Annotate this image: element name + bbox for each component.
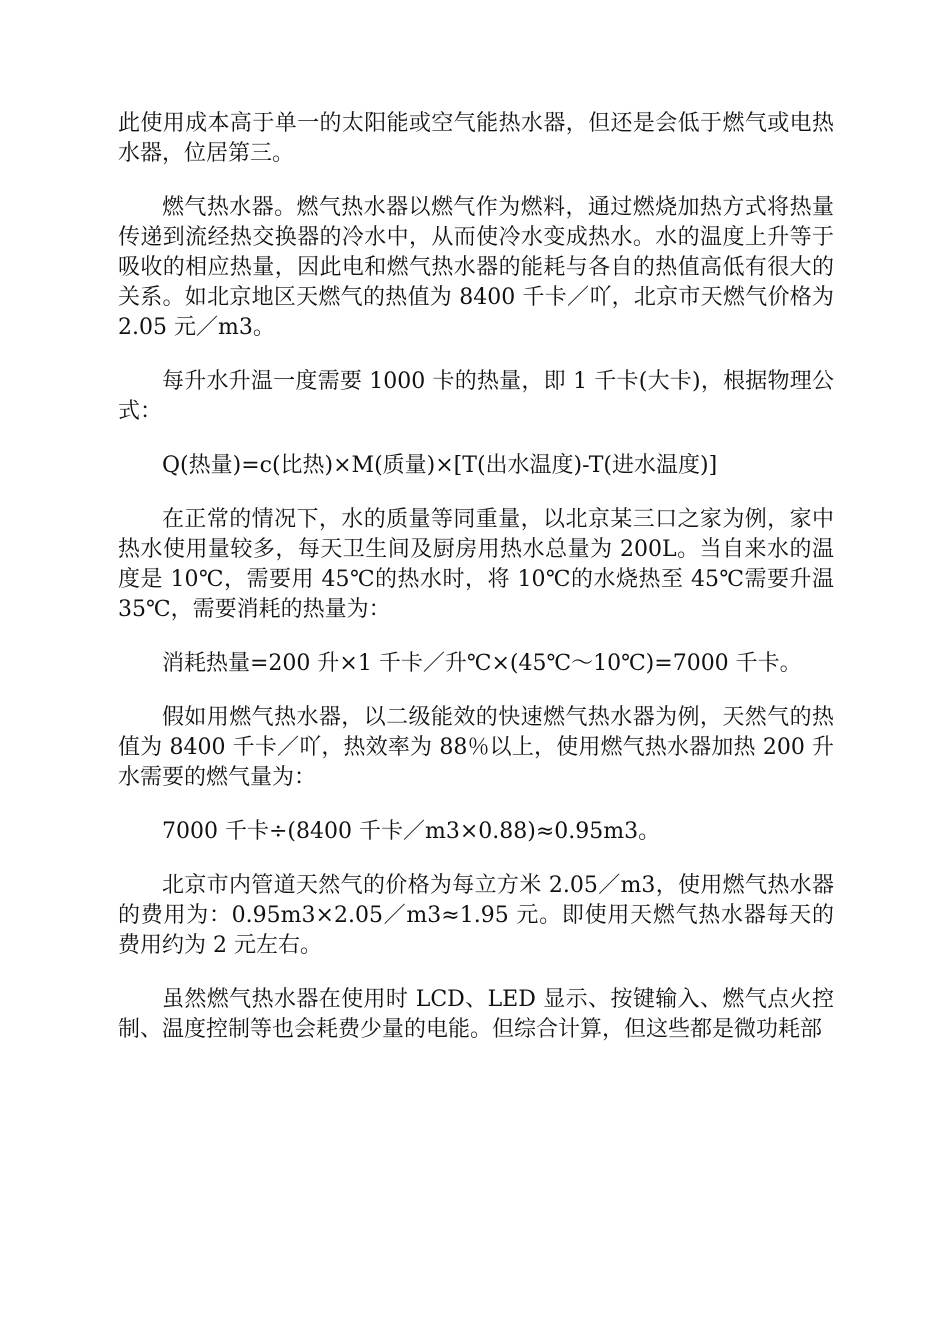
paragraph-gas-heater-intro: 燃气热水器。燃气热水器以燃气作为燃料，通过燃烧加热方式将热量传递到流经热交换器的冷水中，从而使冷水变成热水。水的温度上升等于吸收的相应热量，因此电和燃气热水器的能耗与各自的热值高低有很大的关系。如北京地区天燃气的热值为 8400 千卡／吖，北京市天燃气价格为2.05 元／m3。 [118,195,834,340]
formula-heat-consumption: 消耗热量=200 升×1 千卡／升℃×(45℃～10℃)=7000 千卡。 [162,651,802,676]
paragraph-heat-per-liter: 每升水升温一度需要 1000 卡的热量，即 1 千卡(大卡)，根据物理公式： [118,369,834,424]
paragraph-daily-cost: 北京市内管道天然气的价格为每立方米 2.05／m3，使用燃气热水器的费用为：0.95m3×2.05／m3≈1.95 元。即使用天燃气热水器每天的费用约为 2 元左右。 [118,873,834,958]
formula-heat-quantity: Q(热量)=c(比热)×M(质量)×[T(出水温度)-T(进水温度)] [162,453,718,478]
formula-gas-volume: 7000 千卡÷(8400 千卡／m3×0.88)≈0.95m3。 [162,819,661,844]
paragraph-gas-heater-efficiency: 假如用燃气热水器，以二级能效的快速燃气热水器为例，天然气的热值为 8400 千卡／吖，热效率为 88％以上，使用燃气热水器加热 200 升水需要的燃气量为： [118,705,834,790]
paragraph-household-example: 在正常的情况下，水的质量等同重量，以北京某三口之家为例，家中热水使用量较多，每天卫生间及厨房用热水总量为 200L。当自来水的温度是 10℃，需要用 45℃的热水时，将 10℃的水烧热至 45℃需要升温 35℃，需要消耗的热量为： [118,507,834,622]
paragraph-cost-ranking: 此使用成本高于单一的太阳能或空气能热水器，但还是会低于燃气或电热水器，位居第三。 [118,111,834,166]
paragraph-electric-consumption: 虽然燃气热水器在使用时 LCD、LED 显示、按键输入、燃气点火控制、温度控制等也会耗费少量的电能。但综合计算，但这些都是微功耗部 [118,987,834,1042]
document-body [118,109,834,1069]
